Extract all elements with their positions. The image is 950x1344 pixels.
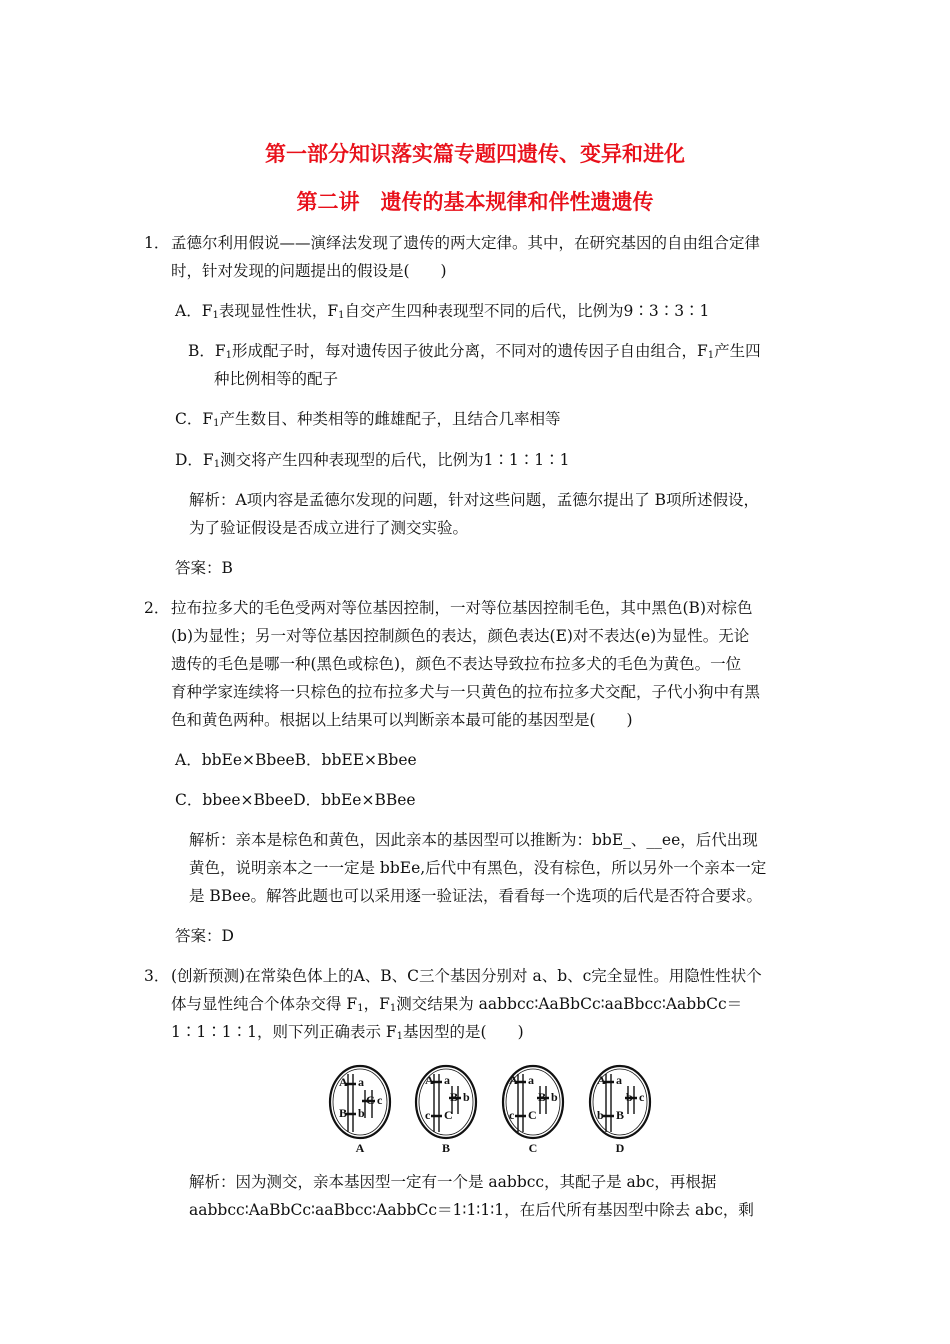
- question-3-stem-line: 1∶1∶1∶1，则下列正确表示 $F_1$基因型的是( ): [171, 1023, 524, 1042]
- gene-label: b: [626, 1090, 633, 1104]
- gene-label: b: [551, 1090, 558, 1104]
- q3-analysis: 解析：因为测交，亲本基因型一定有一个是 aabbcc，其配子是 abc，再根据: [189, 1173, 717, 1191]
- q2-options-ab: A．bbEe×BbeeB．bbEE×Bbee: [175, 751, 417, 769]
- gene-label: c: [509, 1108, 515, 1122]
- chromosome-figure: [328, 1060, 660, 1156]
- q3-analysis-cont: aabbcc∶AaBbCc∶aaBbcc∶AabbCc＝1∶1∶1∶1，在后代所有基因型中除去 abc，剩: [189, 1201, 754, 1219]
- gene-label: c: [377, 1093, 383, 1107]
- gene-label: B: [616, 1108, 625, 1122]
- question-2-stem-line: 色和黄色两种。根据以上结果可以判断亲本最可能的基因型是( ): [171, 711, 633, 729]
- q1-answer: 答案：B: [175, 559, 233, 577]
- question-1-stem-line: 时，针对发现的问题提出的假设是( ): [171, 262, 447, 280]
- gene-label: a: [528, 1073, 534, 1087]
- q2-answer: 答案：D: [175, 927, 234, 945]
- gene-label: A: [509, 1073, 518, 1087]
- figure-label-a: A: [355, 1141, 365, 1155]
- q2-analysis: 解析：亲本是棕色和黄色，因此亲本的基因型可以推断为：bbE_、__ee，后代出现: [189, 831, 758, 849]
- figure-label-b: B: [441, 1141, 451, 1155]
- gene-label: c: [425, 1108, 431, 1122]
- question-2-stem-line: 育种学家连续将一只棕色的拉布拉多犬与一只黄色的拉布拉多犬交配，子代小狗中有黑: [171, 683, 761, 701]
- question-2-stem-line: 遗传的毛色是哪一种(黑色或棕色)，颜色不表达导致拉布拉多犬的毛色为黄色。一位: [171, 655, 742, 673]
- gene-label: C: [366, 1093, 375, 1107]
- gene-label: b: [463, 1090, 470, 1104]
- gene-label: c: [639, 1090, 645, 1104]
- q1-analysis-cont: 为了验证假设是否成立进行了测交实验。: [189, 519, 469, 537]
- subtitle: 第二讲 遗传的基本规律和伴性遗遗传: [296, 190, 654, 214]
- q2-analysis-cont: 黄色，说明亲本之一一定是 bbEe,后代中有黑色，没有棕色，所以另外一个亲本一定: [189, 859, 767, 877]
- main-title: 第一部分知识落实篇专题四遗传、变异和进化: [265, 142, 685, 166]
- q2-options-cd: C．bbee×BbeeD．bbEe×BBee: [175, 791, 416, 809]
- q1-option-b-cont: 种比例相等的配子: [214, 370, 339, 388]
- gene-label: A: [425, 1073, 434, 1087]
- question-3-stem-line: 体与显性纯合个体杂交得 $F_1$，$F_1$测交结果为 aabbcc∶AaBbCc∶aaBbcc∶AabbCc＝: [171, 995, 743, 1014]
- gene-label: C: [528, 1108, 537, 1122]
- question-2-stem-line: (b)为显性；另一对等位基因控制颜色的表达，颜色表达(E)对不表达(e)为显性。无论: [171, 627, 750, 645]
- question-2-number: 2．: [144, 599, 170, 617]
- q1-option-b: B．$F_1$形成配子时，每对遗传因子彼此分离，不同对的遗传因子自由组合，$F_1$产生四: [188, 342, 761, 361]
- gene-label: b: [358, 1106, 365, 1120]
- figure-label-c: C: [528, 1141, 538, 1155]
- q1-option-a: A．$F_1$表现显性性状，$F_1$自交产生四种表现型不同的后代，比例为9∶3∶3∶1: [175, 302, 710, 321]
- figure-label-d: D: [615, 1141, 625, 1155]
- gene-label: B: [538, 1090, 547, 1104]
- question-3-stem-line: (创新预测)在常染色体上的A、B、C三个基因分别对 a、b、c完全显性。用隐性性状个: [171, 967, 762, 985]
- question-1-stem-line: 孟德尔利用假说——演绎法发现了遗传的两大定律。其中，在研究基因的自由组合定律: [171, 234, 761, 252]
- gene-label: A: [597, 1073, 606, 1087]
- gene-label: B: [450, 1090, 459, 1104]
- gene-label: a: [616, 1073, 622, 1087]
- q1-analysis: 解析：A项内容是孟德尔发现的问题，针对这些问题，孟德尔提出了 B项所述假设，: [189, 491, 760, 509]
- q2-analysis-cont: 是 BBee。解答此题也可以采用逐一验证法，看看每一个选项的后代是否符合要求。: [189, 887, 763, 905]
- gene-label: a: [444, 1073, 450, 1087]
- gene-label: a: [358, 1075, 364, 1089]
- question-3-number: 3．: [144, 967, 170, 985]
- gene-label: C: [444, 1108, 453, 1122]
- gene-label: A: [339, 1075, 348, 1089]
- gene-label: b: [597, 1108, 604, 1122]
- question-1-number: 1．: [144, 234, 170, 252]
- question-2-stem-line: 拉布拉多犬的毛色受两对等位基因控制，一对等位基因控制毛色，其中黑色(B)对棕色: [171, 599, 753, 617]
- gene-label: B: [339, 1106, 348, 1120]
- q1-option-c: C．$F_1$产生数目、种类相等的雌雄配子，且结合几率相等: [175, 410, 561, 429]
- q1-option-d: D．$F_1$测交将产生四种表现型的后代，比例为1∶1∶1∶1: [175, 451, 570, 470]
